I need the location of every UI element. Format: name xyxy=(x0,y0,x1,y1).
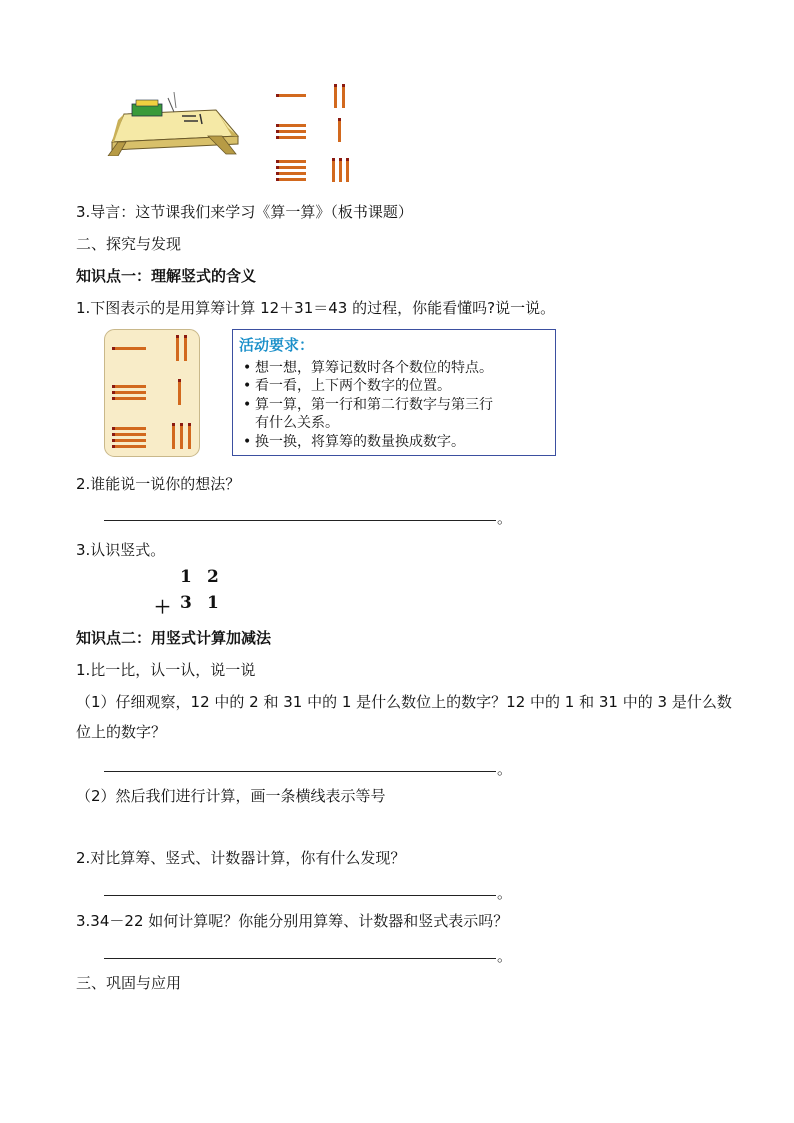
answer-period: 。 xyxy=(497,884,513,902)
kp1-question-1: 1.下图表示的是用算筹计算 12＋31＝43 的过程，你能看懂吗?说一说。 xyxy=(76,299,556,317)
answer-period: 。 xyxy=(497,509,513,527)
activity-item: • 算一算，第一行和第二行数字与第三行 xyxy=(243,397,493,413)
rods-row-2 xyxy=(276,118,341,142)
rods-row-1 xyxy=(276,84,345,108)
answer-line[interactable] xyxy=(104,520,496,521)
intro-text: 3.导言：这节课我们来学习《算一算》（板书课题） xyxy=(76,203,413,221)
activity-item: • 想一想，算筹记数时各个数位的特点。 xyxy=(243,360,493,376)
answer-period: 。 xyxy=(497,760,513,778)
activity-item: • 换一换，将算筹的数量换成数字。 xyxy=(243,434,465,450)
vertical-row1-tens: 1 xyxy=(180,567,192,587)
kp1-question-3: 3.认识竖式。 xyxy=(76,541,166,559)
kp2-question-1-1-cont: 位上的数字？ xyxy=(76,723,167,741)
kp2-question-1-2: （2）然后我们进行计算，画一条横线表示等号 xyxy=(76,787,386,805)
counting-table-illustration xyxy=(104,86,244,156)
activity-requirements-box xyxy=(232,329,556,456)
activity-item: • 看一看，上下两个数字的位置。 xyxy=(243,378,451,394)
kp2-question-1-1: （1）仔细观察，12 中的 2 和 31 中的 1 是什么数位上的数字？12 中的 1 和 31 中的 3 是什么数 xyxy=(76,693,732,711)
bullet-icon: • xyxy=(243,360,252,376)
answer-period: 。 xyxy=(497,947,513,965)
counting-rods-illustration xyxy=(276,84,356,192)
kp1-question-2: 2.谁能说一说你的想法？ xyxy=(76,475,241,493)
kp2-heading: 知识点二：用竖式计算加减法 xyxy=(76,629,272,647)
bullet-icon: • xyxy=(243,378,252,394)
activity-title: 活动要求： xyxy=(239,336,315,354)
kp2-question-1: 1.比一比，认一认，说一说 xyxy=(76,661,256,679)
rods-row-3 xyxy=(276,158,349,182)
answer-line[interactable] xyxy=(104,771,496,772)
vertical-row1-ones: 2 xyxy=(207,567,219,587)
section3-heading: 三、巩固与应用 xyxy=(76,974,182,992)
rod-calculation-panel xyxy=(104,329,200,457)
vertical-plus-sign: ＋ xyxy=(154,598,171,618)
bullet-icon: • xyxy=(243,434,252,450)
section2-heading: 二、探究与发现 xyxy=(76,235,182,253)
answer-line[interactable] xyxy=(104,895,496,896)
bullet-icon: • xyxy=(243,397,252,413)
kp2-question-3: 3.34－22 如何计算呢？你能分别用算筹、计数器和竖式表示吗？ xyxy=(76,912,509,930)
activity-item-continued: 有什么关系。 xyxy=(255,415,339,431)
vertical-row2-tens: 3 xyxy=(180,593,192,613)
kp2-question-2: 2.对比算筹、竖式、计数器计算，你有什么发现？ xyxy=(76,849,406,867)
kp1-heading: 知识点一：理解竖式的含义 xyxy=(76,267,257,285)
answer-line[interactable] xyxy=(104,958,496,959)
vertical-row2-ones: 1 xyxy=(207,593,219,613)
